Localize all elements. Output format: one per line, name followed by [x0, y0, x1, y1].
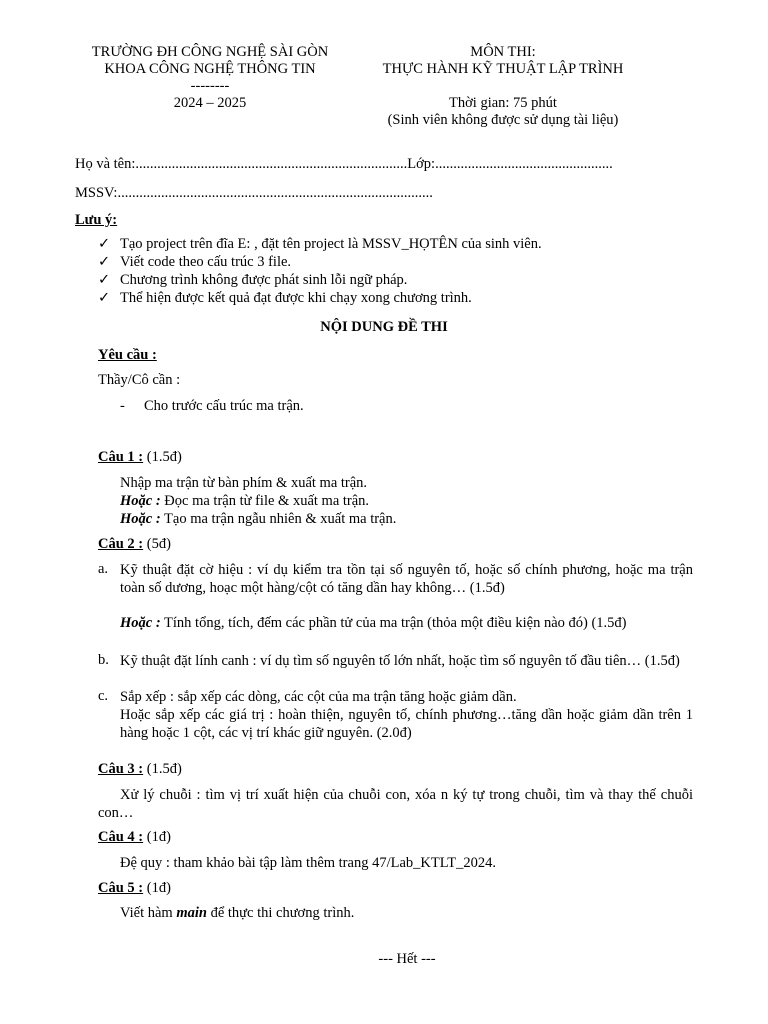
content-title: NỘI DUNG ĐỀ THI — [320, 319, 448, 335]
question-2-label: Câu 2 : — [98, 536, 144, 552]
exam-duration: Thời gian: 75 phút — [449, 95, 557, 111]
list-item: ✓ Tạo project trên đĩa E: , đặt tên project là MSSV_HỌTÊN của sinh viên. — [98, 236, 542, 252]
name-dots: ........................................................................... — [135, 156, 408, 172]
question-2-a-alternative: Hoặc : Tính tổng, tích, đếm các phần tử của ma trận (thỏa một điều kiện nào đó) (1.5đ) — [120, 615, 627, 631]
exam-note: (Sinh viên không được sử dụng tài liệu) — [387, 112, 619, 128]
header-right — [353, 44, 653, 129]
mssv-dots: ....................................................................................... — [117, 185, 433, 201]
question-1-label: Câu 1 : — [98, 449, 144, 465]
question-3-text: Xử lý chuỗi : tìm vị trí xuất hiện của chuỗi con, xóa n ký tự trong chuỗi, tìm và thay thế chuỗi con… — [98, 787, 693, 821]
question-5-text: Viết hàm main để thực thi chương trình. — [120, 905, 355, 921]
check-icon: ✓ — [98, 272, 111, 288]
notes-list — [98, 235, 542, 307]
dash-marker: - — [120, 398, 125, 414]
question-2-a-text: Kỹ thuật đặt cờ hiệu : ví dụ kiểm tra tồn tại số nguyên tố, hoặc số chính phương, hoặc ma trận toàn số dương, hoạc một hàng/cột có tăng dần hay không… (1.5đ) — [120, 562, 693, 596]
mssv-label: MSSV: — [75, 185, 118, 201]
item-marker-c: c. — [98, 688, 109, 704]
check-icon: ✓ — [98, 254, 111, 270]
class-label: Lớp: — [407, 156, 436, 172]
requirement-item: - Cho trước cấu trúc ma trận. — [120, 398, 304, 414]
exam-label: MÔN THI: — [470, 44, 536, 60]
list-item: ✓ Chương trình không được phát sinh lỗi ngữ pháp. — [98, 272, 408, 288]
check-icon: ✓ — [98, 236, 111, 252]
school-name: TRƯỜNG ĐH CÔNG NGHỆ SÀI GÒN — [91, 44, 329, 60]
question-5-heading — [98, 880, 171, 897]
list-item: ✓ Thể hiện được kết quả đạt được khi chạy xong chương trình. — [98, 290, 472, 306]
item-marker-a: a. — [98, 561, 109, 577]
teacher-line: Thầy/Cô cần : — [98, 372, 181, 388]
item-marker-b: b. — [98, 652, 109, 668]
name-label: Họ và tên: — [75, 156, 136, 172]
question-1-points: (1.5đ) — [143, 449, 182, 465]
question-4-heading — [98, 829, 171, 846]
question-3-heading — [98, 761, 182, 778]
question-1-heading — [98, 449, 182, 466]
requirements-title: Yêu cầu : — [98, 347, 157, 363]
mssv-field — [75, 185, 433, 202]
question-4-label: Câu 4 : — [98, 829, 144, 845]
question-4-points: (1đ) — [143, 829, 171, 845]
question-5-label: Câu 5 : — [98, 880, 144, 896]
question-1-body: Nhập ma trận từ bàn phím & xuất ma trận. Hoặc : Đọc ma trận từ file & xuất ma trận. Hoặc : Tạo ma trận ngẫu nhiên & xuất ma trận. — [120, 475, 397, 527]
header-left — [60, 44, 360, 112]
school-year: 2024 – 2025 — [173, 95, 247, 111]
question-4-text: Đệ quy : tham khảo bài tập làm thêm trang 47/Lab_KTLT_2024. — [120, 855, 496, 871]
notes-title: Lưu ý: — [75, 212, 118, 228]
end-marker: --- Hết --- — [378, 951, 436, 967]
name-field — [75, 156, 613, 173]
header-divider: -------- — [190, 78, 230, 94]
question-2-c-body: Sắp xếp : sắp xếp các dòng, các cột của ma trận tăng hoặc giảm dần. Hoặc sắp xếp các giá trị : hoàn thiện, nguyên tố, chính phương…tăng dần hoặc giảm dần trên 1 hàng hoặc 1 cột, các vị trí khác giữ nguyên. (2.0đ) — [120, 689, 693, 741]
question-3-points: (1.5đ) — [143, 761, 182, 777]
question-2-b-text: Kỹ thuật đặt lính canh : ví dụ tìm số nguyên tố lớn nhất, hoặc tìm số nguyên tố đầu tiên… (1.5đ) — [120, 653, 680, 669]
exam-subject: THỰC HÀNH KỸ THUẬT LẬP TRÌNH — [382, 61, 624, 77]
question-2-heading — [98, 536, 171, 553]
question-3-label: Câu 3 : — [98, 761, 144, 777]
question-5-points: (1đ) — [143, 880, 171, 896]
class-dots: ................................................. — [435, 156, 613, 172]
question-2-points: (5đ) — [143, 536, 171, 552]
faculty-name: KHOA CÔNG NGHỆ THÔNG TIN — [104, 61, 316, 77]
list-item: ✓ Viết code theo cấu trúc 3 file. — [98, 254, 292, 270]
check-icon: ✓ — [98, 290, 111, 306]
